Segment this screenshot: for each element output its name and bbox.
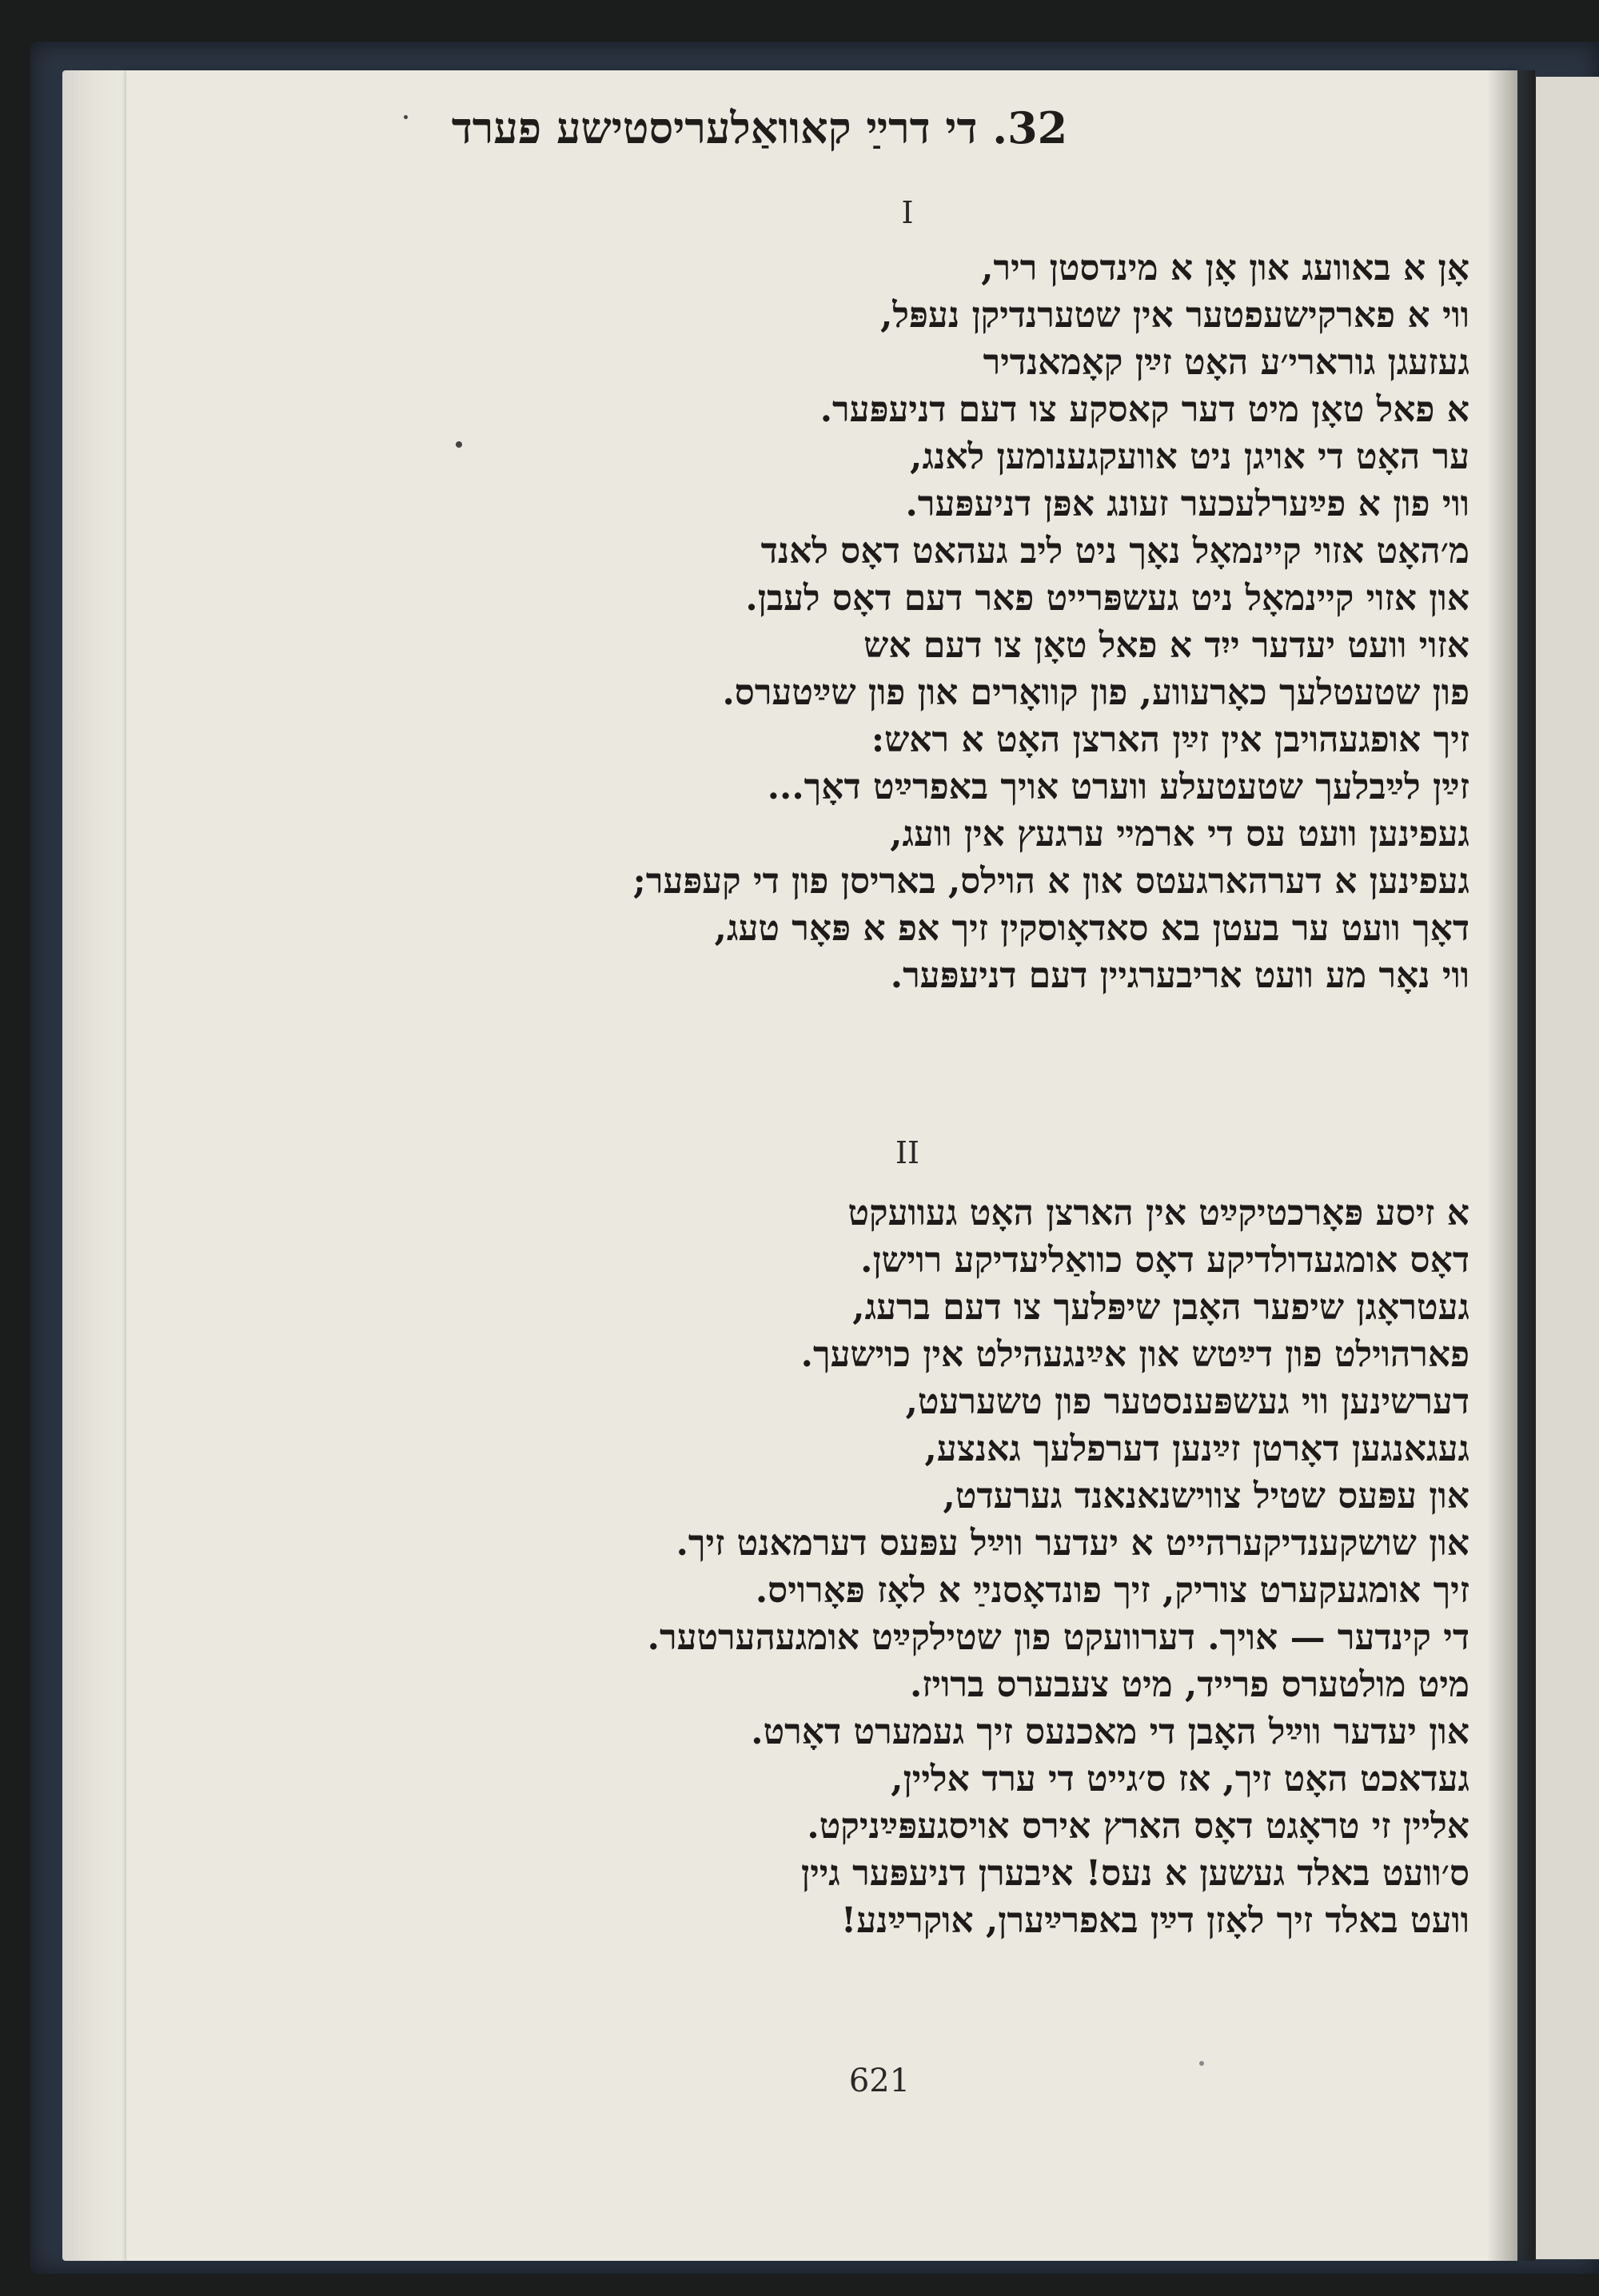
poem-line: וועט באלד זיך לאָזן דײַן באפרײַערן, אוקרײַנע! [840, 1900, 1469, 1941]
poem-line: אליין זי טראָגט דאָס הארץ אירס אויסגעפּײַניקט. [807, 1806, 1469, 1847]
poem-line: געדאכט האָט זיך, אז ס׳גייט די ערד אליין, [891, 1759, 1469, 1800]
section-numeral-1: I [901, 195, 914, 230]
poem-line: און אזוי קיינמאָל ניט געשפּרייט פאר דעם דאָס לעבן. [745, 578, 1469, 619]
poem-line: זיך אומגעקערט צוריק, זיך פונדאָסנײַ א לאָז פּאָרויס. [755, 1570, 1469, 1611]
poem-line: דערשינען ווי געשפּענסטער פון טשערעט, [905, 1381, 1469, 1422]
poem-line: דאָך וועט ער בעטן בא סאדאָוסקין זיך אפ א פּאָר טעג, [714, 908, 1469, 949]
poem-line: די קינדער — אויך. דערוועקט פון שטילקײַט אומגעהערטער. [647, 1617, 1469, 1658]
poem-line: ווי א פארקישעפטער אין שטערנדיקן נעפּל, [880, 295, 1469, 336]
poem-line: געטראָגן שיפער האָבן שיפּלעך צו דעם ברעג, [852, 1287, 1469, 1328]
poem-line: א פאל טאָן מיט דער קאסקע צו דעם דניעפּער. [819, 389, 1469, 430]
ink-speck [404, 115, 408, 119]
facing-page-edge [1533, 77, 1599, 2259]
poem-line: ווי פון א פײַערלעכער זעונג אפּן דניעפּער. [905, 484, 1469, 524]
poem-line: געגאנגען דאָרטן זײַנען דערפלעך גאנצע, [924, 1429, 1469, 1469]
poem-line: דאָס אומגעדולדיקע דאָס כוואַליעדיקע רוישן. [860, 1240, 1469, 1281]
poem-line: און יעדער ווײַל האָבן די מאכנעס זיך געמערט דאָרט. [751, 1712, 1469, 1752]
poem-line: זיך אופגעהויבן אין זײַן הארצן האָט א ראש: [871, 719, 1469, 760]
stanza-2 [302, 1190, 1469, 1944]
poem-line: און עפּעס שטיל צווישנאנאנד גערעדט, [943, 1476, 1469, 1517]
page-number: 621 [848, 2063, 911, 2099]
poem-line: ער האָט די אויגן ניט אוועקגענומען לאנג, [910, 436, 1469, 477]
poem-line: און שושקענדיקערהייט א יעדער ווײַל עפּעס דערמאנט זיך. [676, 1523, 1469, 1564]
stanza-1 [302, 245, 1469, 999]
ink-speck [1199, 2061, 1204, 2066]
poem-line: געפינען א דערהארגעטס און א הוילס, באריסן פון די קעפּער; [632, 861, 1469, 902]
poem-line: פארהוילט פון דײַטש און אײַנגעהילט אין כוישעך. [800, 1334, 1469, 1375]
poem-line: אָן א באוועג און אָן א מינדסטן ריר, [981, 248, 1469, 289]
poem-line: זײַן לײַבלעך שטעטעלע ווערט אויך באפרײַט דאָך... [767, 767, 1469, 807]
poem-line: ווי נאָר מע וועט אריבערגיין דעם דניעפּער. [890, 955, 1469, 996]
gutter-shadow [1487, 70, 1535, 2261]
poem-line: א זיסע פּאָרכטיקײַט אין הארצן האָט געוועקט [847, 1193, 1469, 1234]
ink-speck [456, 441, 462, 448]
poem-line: געפינען וועט עס די ארמײ ערגעץ אין וועג, [890, 814, 1469, 855]
poem-line: געזעגן גורארי׳ע האָט זײַן קאָמאנדיר [983, 342, 1469, 383]
poem-title: 32. די דרײַ קאוואַלעריסטישע פערד [451, 102, 1068, 153]
poem-line: אזוי וועט יעדער ייִד א פאל טאָן צו דעם אש [863, 625, 1469, 666]
poem-line: מ׳האָט אזוי קיינמאָל נאָך ניט ליב געהאט דאָס לאנד [760, 531, 1469, 572]
section-numeral-2: II [895, 1135, 920, 1170]
poem-line: ס׳וועט באלד געשען א נעס! איבערן דניעפּער גיין [801, 1853, 1469, 1894]
poem-line: מיט מולטערס פרייד, מיט צעבערס ברויז. [909, 1664, 1469, 1705]
poem-line: פון שטעטלעך כאָרעווע, פון קוואָרים און פון שײַטערס. [722, 672, 1469, 713]
